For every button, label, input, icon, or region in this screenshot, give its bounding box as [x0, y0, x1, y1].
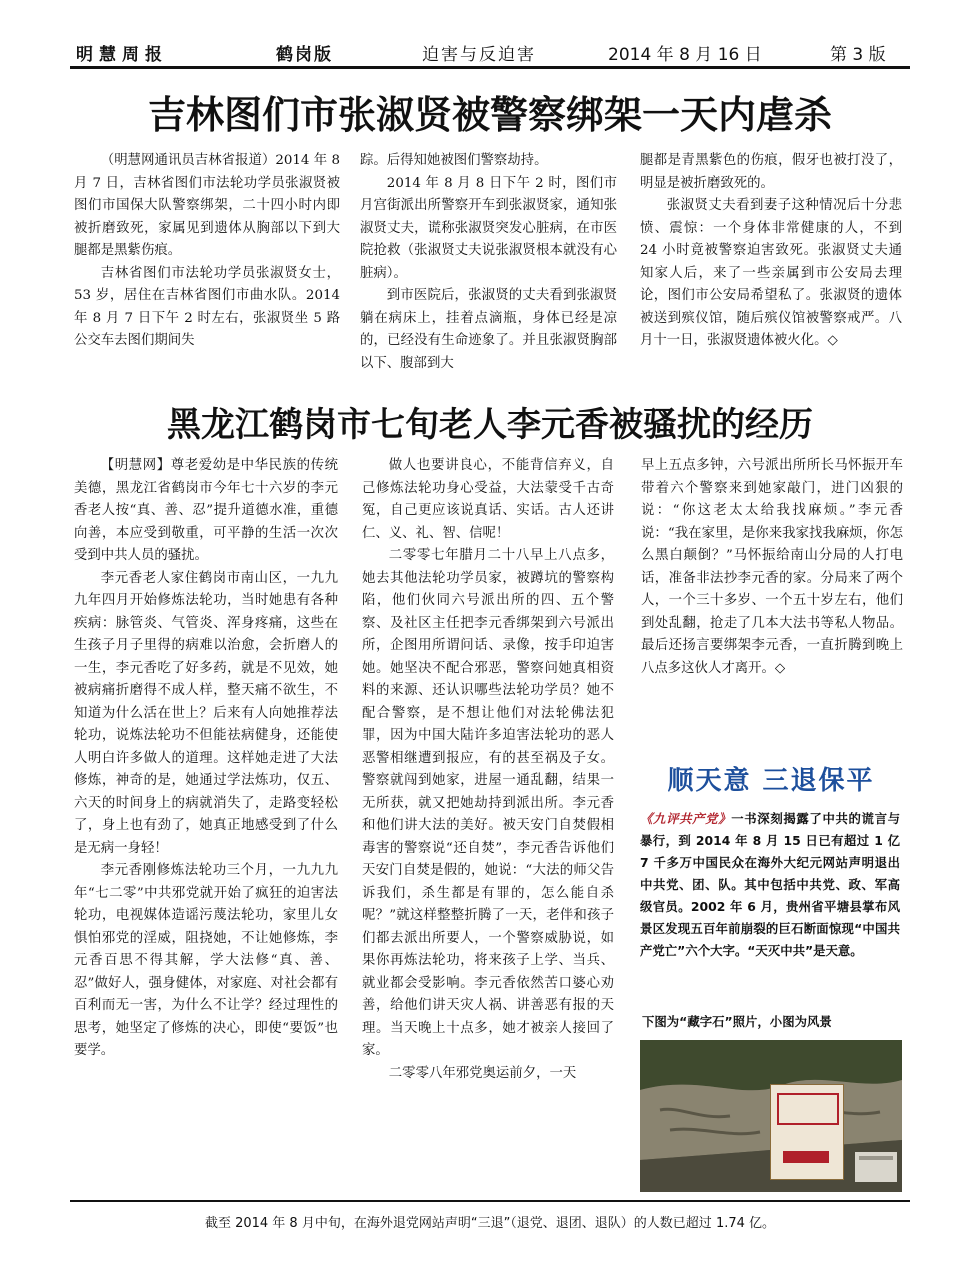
inset-red-bar	[783, 1151, 829, 1163]
article1-headline: 吉林图们市张淑贤被警察绑架一天内虐杀	[147, 92, 832, 137]
stone-photo	[640, 1040, 902, 1192]
article1-column-1	[74, 150, 340, 378]
article2-paragraph: 李元香刚修炼法轮功三个月，一九九九年“七二零”中共邪党就开始了疯狂的迫害法轮功，电视媒体造谣污蔑法轮功，家里儿女惧怕邪党的淫威，阻挠她，不让她修炼，李元香百思不得其解，学大法修“真、善、忍”做好人，强身健体，对家庭、对社会都有百利而无一害，为什么不让学？经过理性的思考，她坚定了修炼的决心，即使“要饭”也要学。	[74, 863, 338, 1058]
inset-red-frame	[777, 1093, 839, 1125]
article1-paragraph: 踪。后得知她被图们警察劫持。	[360, 153, 548, 168]
footer-notice: 截至 2014 年 8 月中旬，在海外退党网站声明“三退”（退党、退团、退队）的人数已超过 1.74 亿。	[204, 1216, 776, 1231]
article1-paragraph: 到市医院后，张淑贤的丈夫看到张淑贤躺在病床上，挂着点滴瓶，身体已经是凉的，已经没有生命迹象了。并且张淑贤胸部以下、腹部到大	[360, 288, 617, 371]
article1-column-3	[640, 150, 902, 378]
article2-paragraph: 做人也要讲良心，不能背信弃义，自己修炼法轮功身心受益，大法蒙受千古奇冤，自己更应该说真话、实话。古人还讲仁、义、礼、智、信呢！	[362, 458, 614, 541]
article2-paragraph: 二零零七年腊月二十八早上八点多，她去其他法轮功学员家，被蹲坑的警察构陷，他们伙同六号派出所的四、五个警察、及社区主任把李元香绑架到六号派出所，企图用所谓问话、录像，按手印迫害她。她坚决不配合邪恶，警察问她真相资料的来源、还认识哪些法轮功学员？她不配合警察，是不想让他们对法轮佛法犯罪，因为中国大陆许多迫害法轮功的恶人恶警相继遭到报应，有的甚至祸及子女。警察就闯到她家，进屋一通乱翻，结果一无所获，就又把她劫持到派出所。李元香和他们讲大法的美好。被天安门自焚假相毒害的警察说“还自焚”，李元香告诉他们天安门自焚是假的，她说：“大法的师父告诉我们，杀生都是有罪的，怎么能自杀呢？”就这样整整折腾了一天，老伴和孩子们都去派出所要人，一个警察威胁说，如果你再炼法轮功，将来孩子上学、当兵、就业都会受影响。李元香依然苦口婆心劝善，给他们讲天灾人祸、讲善恶有报的天理。当天晚上十点多，她才被亲人接回了家。	[362, 548, 614, 1058]
masthead-date: 2014 年 8 月 16 日	[608, 45, 762, 65]
sidebar-title: 顺天意 三退保平	[667, 766, 875, 796]
article2-column-1	[74, 455, 338, 1215]
sidebar-text	[640, 808, 900, 962]
masthead	[70, 38, 910, 69]
article1-paragraph: 吉林省图们市法轮功学员张淑贤女士，53 岁，居住在吉林省图们市曲水队。2014 年 8 月 7 日下午 2 时左右，张淑贤坐 5 路公交车去图们期间失	[74, 265, 340, 348]
article1-paragraph: 腿都是青黑紫色的伤痕，假牙也被打没了，明显是被折磨致死的。	[640, 153, 902, 191]
article2-column-3	[641, 455, 903, 755]
article2-paragraph: 李元香老人家住鹤岗市南山区，一九九九年四月开始修炼法轮功，当时她患有各种疾病：脉管炎、气管炎、浑身疼痛，这些在生孩子月子里得的病难以治愈，会折磨人的一生，李元香吃了好多药，就是不见效，她被病痛折磨得不成人样，整天痛不欲生，不知道为什么活在世上？后来有人向她推荐法轮功，说炼法轮功不但能祛病健身，还能使人明白许多做人的道理。这样她走进了大法修炼，神奇的是，她通过学法炼功，仅五、六天的时间身上的病就消失了，走路变轻松了，身上也有劲了，她真正地感受到了什么是无病一身轻！	[74, 570, 338, 856]
article1-column-2	[360, 150, 617, 378]
article1-paragraph: 张淑贤丈夫看到妻子这种情况后十分悲愤、震惊：一个身体非常健康的人，不到 24 小时竟被警察迫害致死。张淑贤丈夫通知家人后，来了一些亲属到市公安局去理论，图们市公安局希望私了。张淑贤的遗体被送到殡仪馆，随后殡仪馆被警察戒严。八月十一日，张淑贤遗体被火化。◇	[640, 198, 902, 348]
masthead-edition: 鹤岗版	[276, 45, 333, 65]
masthead-brand: 明慧周报	[76, 45, 168, 65]
masthead-section: 迫害与反迫害	[422, 45, 536, 65]
stone-photo-inset	[770, 1084, 844, 1180]
footer-divider	[70, 1200, 910, 1202]
photo-caption: 下图为“藏字石”照片，小图为风景	[642, 1014, 832, 1029]
sidebar-body: 一书深刻揭露了中共的谎言与暴行，到 2014 年 8 月 15 日已有超过 1 亿 7 千多万中国民众在海外大纪元网站声明退出中共党、团、队。其中包括中共党、政、军高级官员。2002 年 6 月，贵州省平塘县掌布风景区发现五百年前崩裂的巨石断面惊现“中国共产党亡”六个大字。“天灭中共”是天意。	[640, 811, 901, 958]
sidebar-paragraph	[640, 808, 900, 962]
article2-headline: 黑龙江鹤岗市七旬老人李元香被骚扰的经历	[167, 405, 813, 445]
article2-paragraph: 二零零八年邪党奥运前夕，一天	[388, 1065, 577, 1081]
sidebar-book-title: 《九评共产党》	[640, 811, 732, 826]
article2-paragraph: 【明慧网】尊老爱幼是中华民族的传统美德，黑龙江省鹤岗市今年七十六岁的李元香老人按“真、善、忍”提升道德水准，重德向善，本应受到敬重，可平静的生活一次次受到中共人员的骚扰。	[74, 458, 338, 563]
article2-paragraph: 早上五点多钟，六号派出所所长马怀振开车带着六个警察来到她家敲门，进门凶狠的说：“你这老太太给我找麻烦。”李元香说：“我在家里，是你来我家找我麻烦，你怎么黑白颠倒？”马怀振给南山分局的人打电话，准备非法抄李元香的家。分局来了两个人，一个三十多岁、一个五十岁左右，他们到处乱翻，抢走了几本大法书等私人物品。最后还扬言要绑架李元香，一直折腾到晚上八点多这伙人才离开。◇	[641, 458, 903, 676]
article1-paragraph: （明慧网通讯员吉林省报道）2014 年 8 月 7 日，吉林省图们市法轮功学员张淑贤被图们市国保大队警察绑架，二十四小时内即被折磨致死，家属见到遗体从胸部以下到大腿都是黑紫伤痕。	[74, 153, 340, 258]
masthead-page-number: 第 3 版	[830, 45, 886, 65]
article1-paragraph: 2014 年 8 月 8 日下午 2 时，图们市月宫街派出所警察开车到张淑贤家，通知张淑贤丈夫，谎称张淑贤突发心脏病，在市医院抢救（张淑贤丈夫说张淑贤根本就没有心脏病）。	[360, 175, 617, 281]
article2-column-2	[362, 455, 614, 1215]
